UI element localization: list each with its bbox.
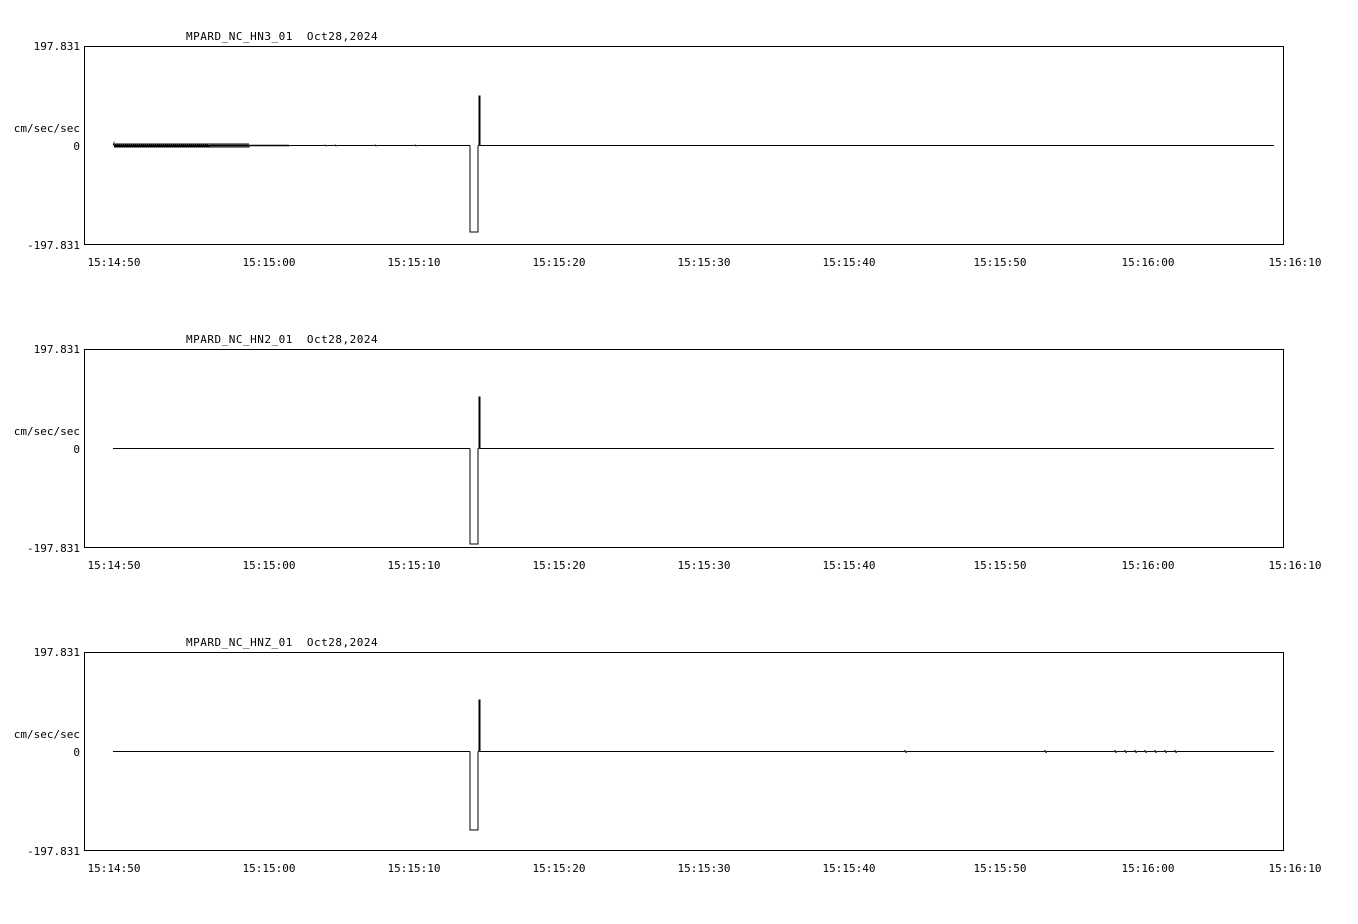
y-axis-max-label-hn3: 197.831 — [33, 40, 80, 53]
x-tick-label: 15:15:40 — [822, 862, 876, 875]
panel-title-hn3 — [186, 30, 378, 43]
waveform-trace-hn2 — [84, 349, 1284, 548]
x-tick-label: 15:15:20 — [532, 862, 586, 875]
x-tick-label: 15:15:30 — [677, 559, 731, 572]
y-axis-zero-label-hnz: 0 — [73, 746, 80, 759]
panel-title-hnz — [186, 636, 378, 649]
panel-date-label: Oct28,2024 — [306, 333, 379, 346]
y-axis-units-label-hn3: cm/sec/sec — [13, 122, 80, 135]
x-axis-labels-hnz — [0, 862, 1358, 878]
x-tick-label: 15:14:50 — [87, 862, 141, 875]
y-axis-units-label-hn2: cm/sec/sec — [13, 425, 80, 438]
x-tick-label: 15:15:00 — [242, 559, 296, 572]
waveform-trace-hnz — [84, 652, 1284, 851]
y-axis-zero-label-hn2: 0 — [73, 443, 80, 456]
x-tick-label: 15:15:00 — [242, 256, 296, 269]
x-tick-label: 15:16:00 — [1121, 559, 1175, 572]
x-tick-label: 15:15:10 — [387, 256, 441, 269]
y-axis-units-label-hnz: cm/sec/sec — [13, 728, 80, 741]
y-axis-min-label-hn3: -197.831 — [27, 239, 80, 252]
x-tick-label: 15:16:10 — [1268, 862, 1322, 875]
x-tick-label: 15:15:10 — [387, 862, 441, 875]
x-tick-label: 15:15:40 — [822, 256, 876, 269]
x-tick-label: 15:15:50 — [973, 559, 1027, 572]
x-tick-label: 15:15:20 — [532, 559, 586, 572]
seismogram-panel-hn3 — [0, 0, 1358, 308]
panel-date-label: Oct28,2024 — [306, 30, 379, 43]
x-tick-label: 15:15:30 — [677, 862, 731, 875]
panel-station-label: MPARD_NC_HN2_01 — [186, 333, 293, 346]
y-axis-zero-label-hn3: 0 — [73, 140, 80, 153]
x-tick-label: 15:14:50 — [87, 559, 141, 572]
seismogram-panel-hnz — [0, 606, 1358, 914]
x-tick-label: 15:15:50 — [973, 862, 1027, 875]
y-axis-max-label-hn2: 197.831 — [33, 343, 80, 356]
panel-station-label: MPARD_NC_HN3_01 — [186, 30, 293, 43]
x-tick-label: 15:15:20 — [532, 256, 586, 269]
x-axis-labels-hn2 — [0, 559, 1358, 575]
x-tick-label: 15:15:50 — [973, 256, 1027, 269]
x-tick-label: 15:16:00 — [1121, 256, 1175, 269]
y-axis-max-label-hnz: 197.831 — [33, 646, 80, 659]
y-axis-min-label-hn2: -197.831 — [27, 542, 80, 555]
x-tick-label: 15:15:00 — [242, 862, 296, 875]
x-tick-label: 15:15:30 — [677, 256, 731, 269]
waveform-trace-hn3 — [84, 46, 1284, 245]
x-tick-label: 15:15:40 — [822, 559, 876, 572]
panel-station-label: MPARD_NC_HNZ_01 — [186, 636, 293, 649]
x-axis-labels-hn3 — [0, 256, 1358, 272]
x-tick-label: 15:16:10 — [1268, 256, 1322, 269]
panel-title-hn2 — [186, 333, 378, 346]
panel-date-label: Oct28,2024 — [306, 636, 379, 649]
x-tick-label: 15:14:50 — [87, 256, 141, 269]
y-axis-min-label-hnz: -197.831 — [27, 845, 80, 858]
x-tick-label: 15:16:10 — [1268, 559, 1322, 572]
seismogram-panel-hn2 — [0, 303, 1358, 611]
x-tick-label: 15:16:00 — [1121, 862, 1175, 875]
x-tick-label: 15:15:10 — [387, 559, 441, 572]
